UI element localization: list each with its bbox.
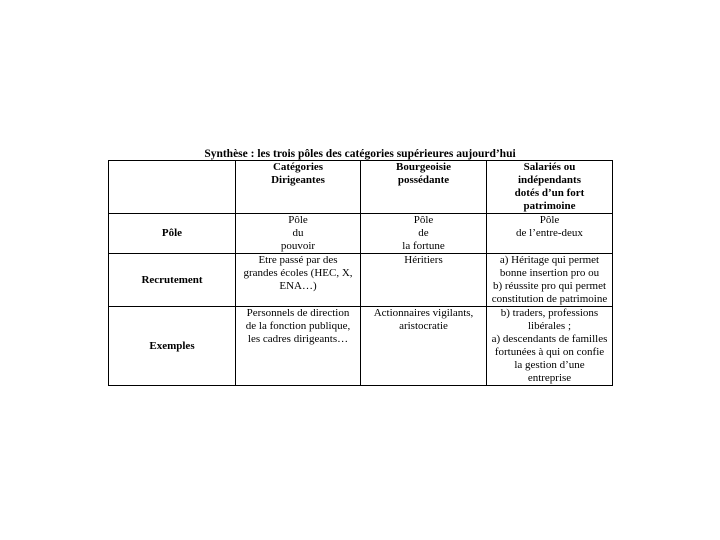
header-cell-categories-dirigeantes: Catégories Dirigeantes xyxy=(236,161,361,214)
table-row-pole xyxy=(109,214,613,254)
table-title: Synthèse : les trois pôles des catégories supérieures aujourd’hui xyxy=(204,148,516,160)
header-cell-bourgeoisie-possedante: Bourgeoisie possédante xyxy=(361,161,487,214)
header-cell-salaries-independants: Salariés ou indépendants dotés d’un fort patrimoine xyxy=(487,161,613,214)
header-cell-empty xyxy=(109,161,236,214)
row-label-pole: Pôle xyxy=(109,214,236,254)
header-row xyxy=(109,161,613,214)
cell-recrutement-bourgeoisie: Héritiers xyxy=(361,254,487,307)
synthesis-table xyxy=(108,160,613,386)
table-row-recrutement xyxy=(109,254,613,307)
cell-pole-dirigeantes: Pôle du pouvoir xyxy=(236,214,361,254)
cell-exemples-bourgeoisie: Actionnaires vigilants, aristocratie xyxy=(361,307,487,386)
cell-recrutement-dirigeantes: Etre passé par des grandes écoles (HEC, X, ENA…) xyxy=(236,254,361,307)
cell-pole-bourgeoisie: Pôle de la fortune xyxy=(361,214,487,254)
row-label-recrutement: Recrutement xyxy=(109,254,236,307)
cell-exemples-salaries: b) traders, professions libérales ; a) descendants de familles fortunées à qui on confie la gestion d’une entreprise xyxy=(487,307,613,386)
table-row-exemples xyxy=(109,307,613,386)
cell-recrutement-salaries: a) Héritage qui permet bonne insertion pro ou b) réussite pro qui permet constitution de patrimoine xyxy=(487,254,613,307)
cell-exemples-dirigeantes: Personnels de direction de la fonction publique, les cadres dirigeants… xyxy=(236,307,361,386)
cell-pole-salaries: Pôle de l’entre-deux xyxy=(487,214,613,254)
row-label-exemples: Exemples xyxy=(109,307,236,386)
